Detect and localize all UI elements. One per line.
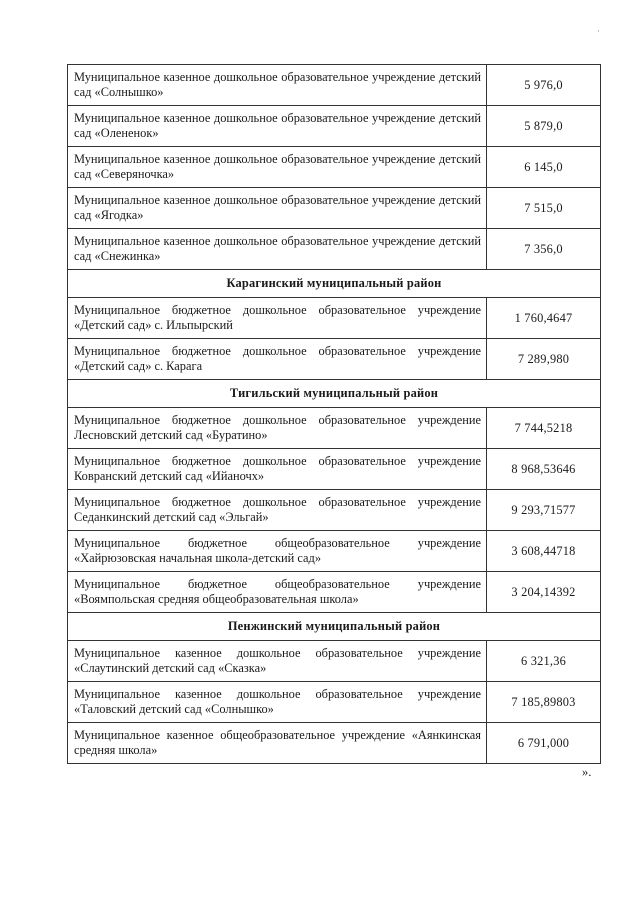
institution-name: Муниципальное казенное общеобразовательное учреждение «Аянкинская средняя школа»: [68, 723, 487, 764]
institution-name: Муниципальное казенное дошкольное образовательное учреждение детский сад «Северяночка»: [68, 147, 487, 188]
institution-name: Муниципальное казенное дошкольное образовательное учреждение «Слаутинский детский сад «Сказка»: [68, 641, 487, 682]
amount-value: 6 321,36: [487, 641, 601, 682]
table-row: [68, 531, 601, 572]
institution-name: Муниципальное казенное дошкольное образовательное учреждение детский сад «Снежинка»: [68, 229, 487, 270]
table-row: [68, 641, 601, 682]
section-title: Карагинский муниципальный район: [68, 270, 601, 298]
institution-name: Муниципальное бюджетное дошкольное образовательное учреждение «Детский сад» с. Ильпырский: [68, 298, 487, 339]
institution-name: Муниципальное бюджетное общеобразовательное учреждение «Воямпольская средняя общеобразовательная школа»: [68, 572, 487, 613]
amount-value: 9 293,71577: [487, 490, 601, 531]
table-row: [68, 106, 601, 147]
section-title: Пенжинский муниципальный район: [68, 613, 601, 641]
institutions-table: [67, 64, 601, 764]
table-row: [68, 572, 601, 613]
closing-quote: ».: [582, 765, 592, 779]
table-row: [68, 682, 601, 723]
amount-value: 3 608,44718: [487, 531, 601, 572]
institution-name: Муниципальное бюджетное общеобразовательное учреждение «Хайрюзовская начальная школа-детский сад»: [68, 531, 487, 572]
section-title: Тигильский муниципальный район: [68, 380, 601, 408]
table-row: [68, 188, 601, 229]
table-row: [68, 449, 601, 490]
table-row: [68, 490, 601, 531]
amount-value: 6 145,0: [487, 147, 601, 188]
amount-value: 5 976,0: [487, 65, 601, 106]
amount-value: 8 968,53646: [487, 449, 601, 490]
institution-name: Муниципальное бюджетное дошкольное образовательное учреждение Ковранский детский сад «Ийаночх»: [68, 449, 487, 490]
table-row: [68, 229, 601, 270]
institution-name: Муниципальное казенное дошкольное образовательное учреждение детский сад «Ягодка»: [68, 188, 487, 229]
institution-name: Муниципальное казенное дошкольное образовательное учреждение детский сад «Олененок»: [68, 106, 487, 147]
table-row: [68, 339, 601, 380]
amount-value: 1 760,4647: [487, 298, 601, 339]
amount-value: 5 879,0: [487, 106, 601, 147]
institution-name: Муниципальное бюджетное дошкольное образовательное учреждение Седанкинский детский сад «Эльгай»: [68, 490, 487, 531]
section-header-row: [68, 380, 601, 408]
table-row: [68, 298, 601, 339]
table-row: [68, 147, 601, 188]
table-row: [68, 723, 601, 764]
institution-name: Муниципальное казенное дошкольное образовательное учреждение «Таловский детский сад «Солнышко»: [68, 682, 487, 723]
institution-name: Муниципальное бюджетное дошкольное образовательное учреждение «Детский сад» с. Карага: [68, 339, 487, 380]
amount-value: 7 744,5218: [487, 408, 601, 449]
amount-value: 7 289,980: [487, 339, 601, 380]
table-row: [68, 408, 601, 449]
amount-value: 7 356,0: [487, 229, 601, 270]
section-header-row: [68, 270, 601, 298]
section-header-row: [68, 613, 601, 641]
table-row: [68, 65, 601, 106]
page-mark: ·: [597, 26, 600, 36]
institution-name: Муниципальное казенное дошкольное образовательное учреждение детский сад «Солнышко»: [68, 65, 487, 106]
amount-value: 7 185,89803: [487, 682, 601, 723]
amount-value: 6 791,000: [487, 723, 601, 764]
amount-value: 3 204,14392: [487, 572, 601, 613]
table-body: [68, 65, 601, 764]
institution-name: Муниципальное бюджетное дошкольное образовательное учреждение Лесновский детский сад «Буратино»: [68, 408, 487, 449]
amount-value: 7 515,0: [487, 188, 601, 229]
